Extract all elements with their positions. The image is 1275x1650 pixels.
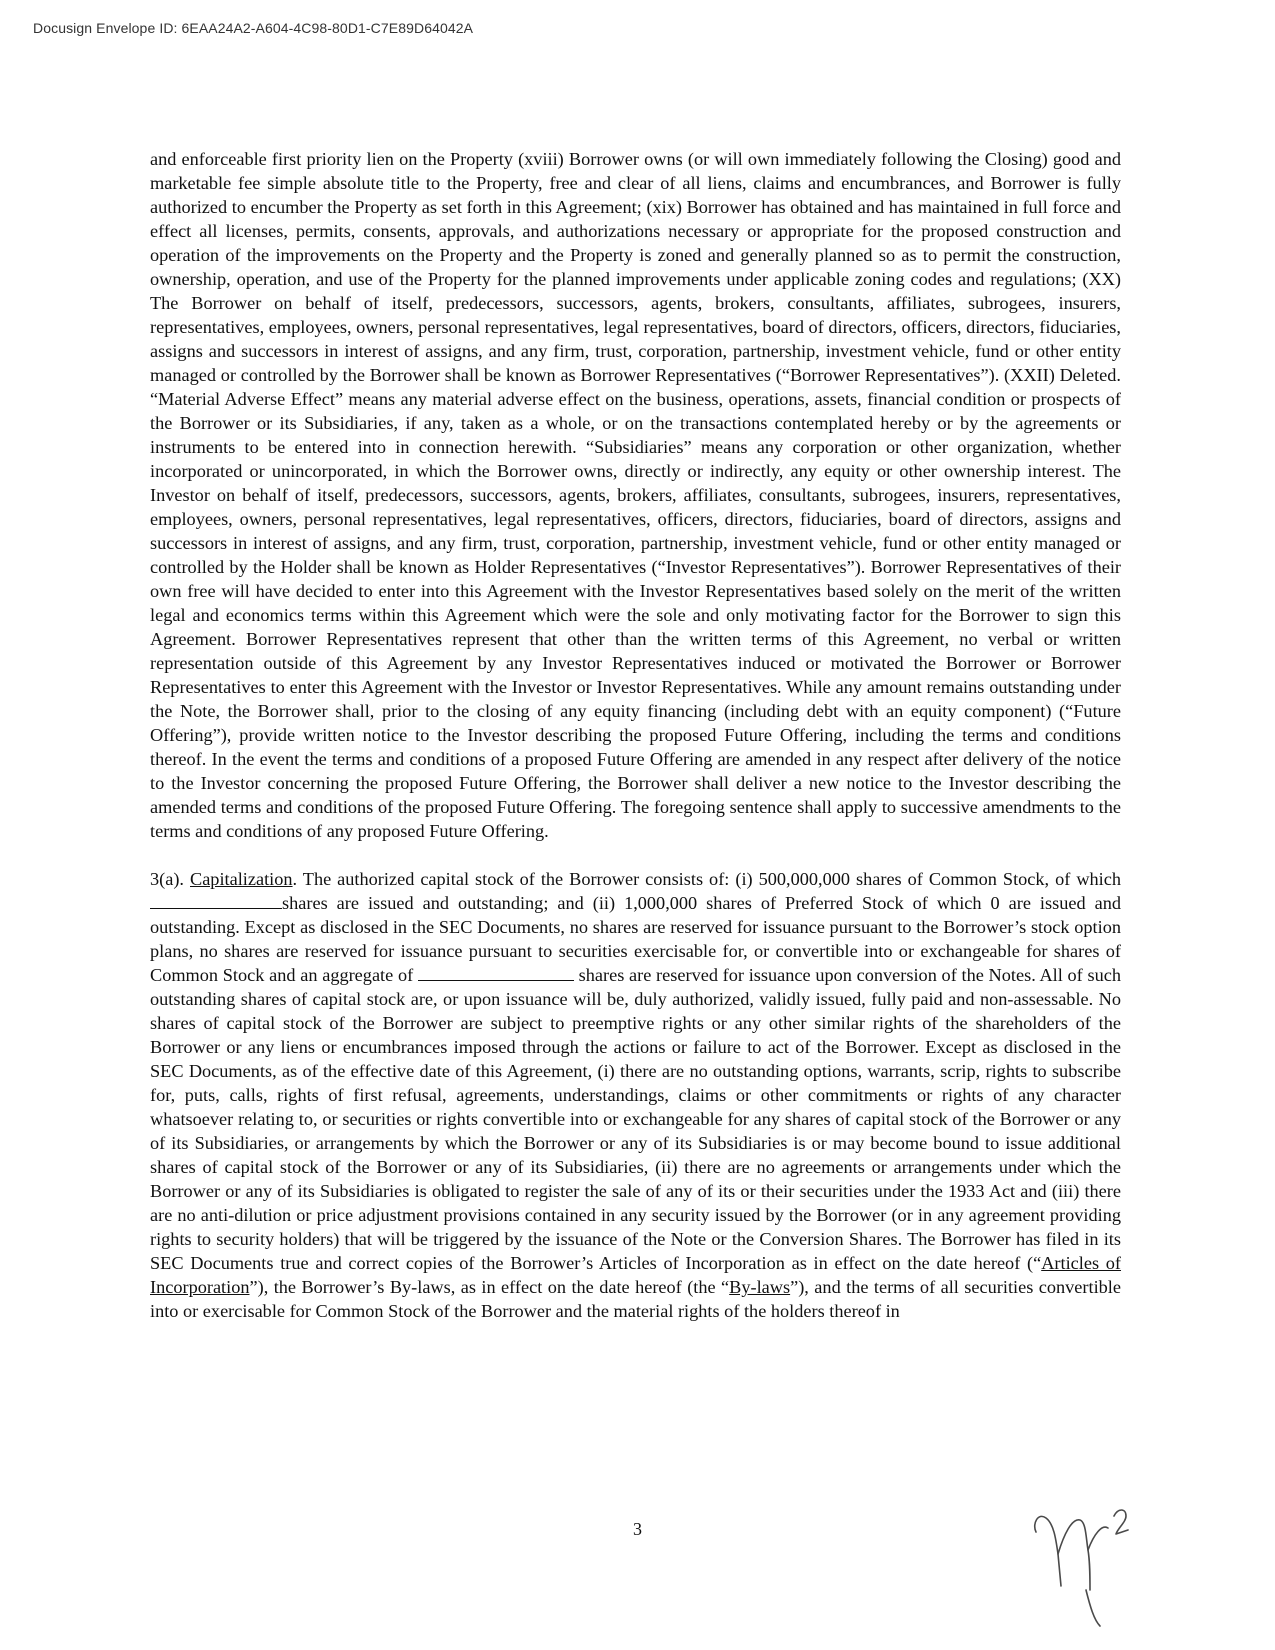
handwritten-initials-icon [1028, 1494, 1168, 1634]
section-text: ”), and the terms of all securities convertible into or exercisable for Common Stock of the Borrower and the material rights of the holders thereof in [150, 1277, 1121, 1321]
blank-issued-shares [150, 893, 282, 909]
envelope-id: Docusign Envelope ID: 6EAA24A2-A604-4C98-80D1-C7E89D64042A [33, 20, 474, 36]
section-text: . The authorized capital stock of the Borrower consists of: (i) 500,000,000 shares of Common Stock, of which [292, 869, 1121, 889]
defined-term-bylaws: By-laws [729, 1277, 791, 1297]
section-number: 3(a). [150, 869, 190, 889]
page-number: 3 [633, 1519, 642, 1539]
paragraph-representations: and enforceable first priority lien on the Property (xviii) Borrower owns (or will own immediately following the Closing) good and marketable fee simple absolute title to the Property, free and clear of all liens, claims and encumbrances, and Borrower is fully authorized to encumber the Property as set forth in this Agreement; (xix) Borrower has obtained and has maintained in full force and effect all licenses, permits, consents, approvals, and authorizations necessary or appropriate for the proposed construction and operation of the improvements on the Property and the Property is zoned and generally planned so as to permit the construction, ownership, operation, and use of the Property for the planned improvements under applicable zoning codes and regulations; (XX) The Borrower on behalf of itself, predecessors, successors, agents, brokers, consultants, affiliates, subrogees, insurers, representatives, employees, owners, personal representatives, legal representatives, board of directors, officers, directors, fiduciaries, assigns and successors in interest of assigns, and any firm, trust, corporation, partnership, investment vehicle, fund or other entity managed or controlled by the Borrower shall be known as Borrower Representatives (“Borrower Representatives”). (XXII) Deleted. “Material Adverse Effect” means any material adverse effect on the business, operations, assets, financial condition or prospects of the Borrower or its Subsidiaries, if any, taken as a whole, or on the transactions contemplated hereby or by the agreements or instruments to be entered into in connection herewith. “Subsidiaries” means any corporation or other organization, whether incorporated or unincorporated, in which the Borrower owns, directly or indirectly, any equity or other ownership interest. The Investor on behalf of itself, predecessors, successors, agents, brokers, affiliates, consultants, subrogees, insurers, representatives, employees, owners, personal representatives, legal representatives, officers, directors, fiduciaries, board of directors, assigns and successors in interest of assigns, and any firm, trust, corporation, partnership, investment vehicle, fund or other entity managed or controlled by the Holder shall be known as Holder Representatives (“Investor Representatives”). Borrower Representatives of their own free will have decided to enter into this Agreement with the Investor Representatives based solely on the merit of the written legal and economics terms within this Agreement which were the sole and only motivating factor for the Borrower to sign this Agreement. Borrower Representatives represent that other than the written terms of this Agreement, no verbal or written representation outside of this Agreement by any Investor Representatives induced or motivated the Borrower or Borrower Representatives to enter this Agreement with the Investor or Investor Representatives. While any amount remains outstanding under the Note, the Borrower shall, prior to the closing of any equity financing (including debt with an equity component) (“Future Offering”), provide written notice to the Investor describing the proposed Future Offering, including the terms and conditions thereof. In the event the terms and conditions of a proposed Future Offering are amended in any respect after delivery of the notice to the Investor concerning the proposed Future Offering, the Borrower shall deliver a new notice to the Investor describing the amended terms and conditions of the proposed Future Offering. The foregoing sentence shall apply to successive amendments to the terms and conditions of any proposed Future Offering. [150, 149, 1121, 841]
section-text: shares are reserved for issuance upon conversion of the Notes. All of such outstanding shares of capital stock are, or upon issuance will be, duly authorized, validly issued, fully paid and non-assessable. No shares of capital stock of the Borrower are subject to preemptive rights or any other similar rights of the shareholders of the Borrower or any liens or encumbrances imposed through the actions or failure to act of the Borrower. Except as disclosed in the SEC Documents, as of the effective date of this Agreement, (i) there are no outstanding options, warrants, scrip, rights to subscribe for, puts, calls, rights of first refusal, agreements, understandings, claims or other commitments or rights of any character whatsoever relating to, or securities or rights convertible into or exchangeable for any shares of capital stock of the Borrower or any of its Subsidiaries, or arrangements by which the Borrower or any of its Subsidiaries is or may become bound to issue additional shares of capital stock of the Borrower or any of its Subsidiaries, (ii) there are no agreements or arrangements under which the Borrower or any of its Subsidiaries is obligated to register the sale of any of its or their securities under the 1933 Act and (iii) there are no anti-dilution or price adjustment provisions contained in any security issued by the Borrower (or in any agreement providing rights to security holders) that will be triggered by the issuance of the Note or the Conversion Shares. The Borrower has filed in its SEC Documents true and correct copies of the Borrower’s Articles of Incorporation as in effect on the date hereof (“ [150, 965, 1121, 1273]
blank-reserved-shares [418, 965, 574, 981]
section-heading: Capitalization [190, 869, 293, 889]
section-3a-capitalization [150, 867, 1121, 1323]
section-text: ”), the Borrower’s By-laws, as in effect on the date hereof (the “ [249, 1277, 730, 1297]
section-text: shares are issued and outstanding; and (ii) 1,000,000 shares of Preferred Stock of which 0 are issued and outstanding. Except as disclosed in the SEC Documents, no shares are reserved for issuance pursuant to the Borrower’s stock option plans, no shares are reserved for issuance pursuant to securities exercisable for, or convertible into or exchangeable for shares of Common Stock and an aggregate of [150, 893, 1121, 985]
defined-term-articles: Articles of Incorporation [150, 1253, 1122, 1297]
document-body [150, 147, 1121, 1323]
